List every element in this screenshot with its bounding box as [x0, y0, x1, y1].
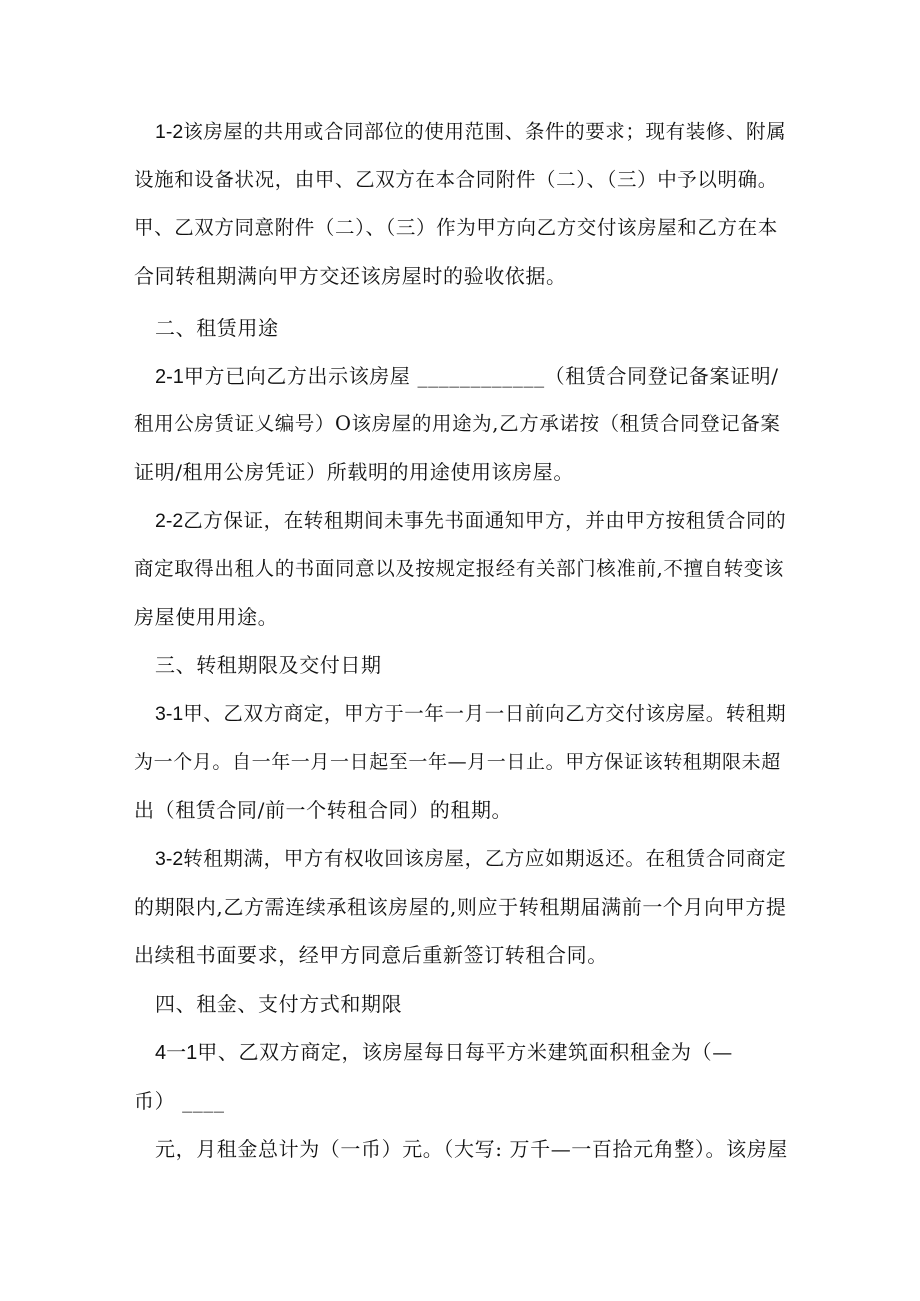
line-text: 三、转租期限及交付日期: [155, 653, 382, 677]
clause-number: 4一1: [155, 1042, 198, 1064]
text-line: [155, 362, 779, 391]
line-text: 转租期满，甲方有权收回该房屋，乙方应如期返还。在租赁合同商定: [183, 847, 787, 870]
clause-number: 2-2: [155, 510, 184, 532]
line-text: 房屋使用用途。: [134, 605, 279, 629]
line-text: 二、租赁用途: [155, 316, 279, 340]
clause-number: 2-1: [155, 366, 184, 388]
text-line: [134, 214, 778, 242]
line-text: 的期限内,乙方需连续承租该房屋的,则应于转租期届满前一个月向甲方提: [134, 895, 787, 919]
line-text: 出续租书面要求，经甲方同意后重新签订转租合同。: [134, 943, 608, 967]
line-text: 四、租金、支付方式和期限: [155, 992, 403, 1016]
line-text: 设施和设备状况，由甲、乙双方在本合同附件（二）、（三）中予以明确。: [134, 168, 778, 191]
text-line: [134, 748, 781, 777]
text-line: [134, 603, 278, 632]
line-text: 租用公房赁证乂编号）O该房屋的用途为,乙方承诺按（租赁合同登记备案: [134, 412, 781, 435]
line-text: 商定取得出租人的书面同意以及按规定报经有关部门核准前,不擅自转变该: [134, 557, 784, 580]
text-line: [155, 507, 786, 535]
line-text: 甲、乙双方同意附件（二）、（三）作为甲方向乙方交付该房屋和乙方在本: [134, 216, 778, 239]
section-heading: [155, 651, 382, 680]
clause-number: 3-1: [155, 703, 184, 725]
section-heading: [155, 314, 279, 343]
section-heading: [155, 990, 402, 1019]
text-line: [155, 845, 786, 873]
line-text: 出（租赁合同/前一个转租合同）的租期。: [134, 798, 513, 822]
text-line: [134, 166, 778, 194]
line-text: 证明/租用公房凭证）所载明的用途使用该房屋。: [134, 460, 574, 484]
line-text: 元，月租金总计为（一币）元。（大写: 万千—一百拾元角整）。该房屋: [155, 1137, 788, 1161]
text-line: [134, 796, 512, 825]
line-text: 甲、乙双方商定，该房屋每日每平方米建筑面积租金为（—: [197, 1040, 733, 1064]
text-line: [134, 941, 608, 970]
clause-number: 3-2: [155, 848, 184, 870]
text-line: [155, 700, 786, 728]
text-line: [134, 262, 567, 291]
line-text: 币） ____: [134, 1089, 225, 1113]
clause-number: 1-2: [155, 121, 184, 143]
text-line: [155, 118, 786, 146]
text-line: [155, 1038, 733, 1067]
text-line: [155, 1135, 788, 1164]
line-text: 该房屋的共用或合同部位的使用范围、条件的要求；现有装修、附属: [183, 120, 787, 143]
line-text: 甲、乙双方商定，甲方于一年一月一日前向乙方交付该房屋。转租期: [183, 702, 787, 725]
text-line: [134, 458, 574, 487]
line-text: 合同转租期满向甲方交还该房屋时的验收依据。: [134, 264, 567, 288]
text-line: [134, 410, 781, 438]
text-line: [134, 555, 784, 583]
text-line: [134, 1087, 225, 1116]
line-text: 为一个月。自一年一月一日起至一年—月一日止。甲方保证该转租期限未超: [134, 751, 781, 773]
text-line: [134, 893, 787, 922]
line-text: 乙方保证，在转租期间未事先书面通知甲方，并由甲方按租赁合同的: [183, 509, 787, 532]
line-text: 甲方已向乙方出示该房屋 ____________（租赁合同登记备案证明/: [183, 364, 779, 388]
